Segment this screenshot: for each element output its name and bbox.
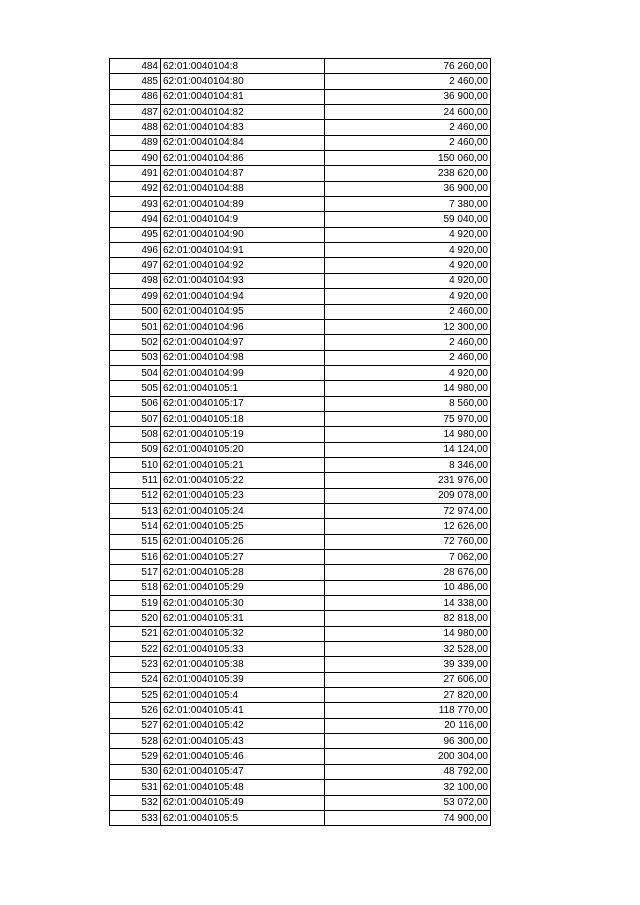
table-row <box>110 596 491 611</box>
table-row <box>110 764 491 779</box>
row-number-cell: 484 <box>110 59 161 74</box>
row-number-cell: 515 <box>110 534 161 549</box>
cadastral-number-cell: 62:01:0040104:87 <box>161 166 325 181</box>
cadastral-number-cell: 62:01:0040105:29 <box>161 580 325 595</box>
amount-cell: 12 626,00 <box>325 519 491 534</box>
cadastral-value-table <box>109 58 491 826</box>
cadastral-number-cell: 62:01:0040105:48 <box>161 780 325 795</box>
row-number-cell: 509 <box>110 442 161 457</box>
cadastral-number-cell: 62:01:0040105:46 <box>161 749 325 764</box>
cadastral-number-cell: 62:01:0040105:41 <box>161 703 325 718</box>
table-row <box>110 105 491 120</box>
row-number-cell: 523 <box>110 657 161 672</box>
cadastral-number-cell: 62:01:0040104:82 <box>161 105 325 120</box>
cadastral-number-cell: 62:01:0040105:22 <box>161 473 325 488</box>
row-number-cell: 492 <box>110 181 161 196</box>
amount-cell: 2 460,00 <box>325 335 491 350</box>
cadastral-number-cell: 62:01:0040105:18 <box>161 411 325 426</box>
amount-cell: 14 980,00 <box>325 626 491 641</box>
cadastral-number-cell: 62:01:0040104:86 <box>161 151 325 166</box>
cadastral-number-cell: 62:01:0040105:17 <box>161 396 325 411</box>
cadastral-number-cell: 62:01:0040105:23 <box>161 488 325 503</box>
amount-cell: 39 339,00 <box>325 657 491 672</box>
row-number-cell: 528 <box>110 734 161 749</box>
table-row <box>110 89 491 104</box>
amount-cell: 8 560,00 <box>325 396 491 411</box>
row-number-cell: 487 <box>110 105 161 120</box>
row-number-cell: 499 <box>110 289 161 304</box>
table-row <box>110 580 491 595</box>
cadastral-number-cell: 62:01:0040104:83 <box>161 120 325 135</box>
table-row <box>110 473 491 488</box>
row-number-cell: 502 <box>110 335 161 350</box>
row-number-cell: 512 <box>110 488 161 503</box>
amount-cell: 14 980,00 <box>325 427 491 442</box>
table-row <box>110 151 491 166</box>
cadastral-number-cell: 62:01:0040104:97 <box>161 335 325 350</box>
row-number-cell: 526 <box>110 703 161 718</box>
row-number-cell: 516 <box>110 550 161 565</box>
table-row <box>110 135 491 150</box>
amount-cell: 82 818,00 <box>325 611 491 626</box>
table-row <box>110 335 491 350</box>
cadastral-number-cell: 62:01:0040104:84 <box>161 135 325 150</box>
row-number-cell: 486 <box>110 89 161 104</box>
table-row <box>110 642 491 657</box>
row-number-cell: 529 <box>110 749 161 764</box>
amount-cell: 4 920,00 <box>325 365 491 380</box>
cadastral-number-cell: 62:01:0040105:30 <box>161 596 325 611</box>
row-number-cell: 501 <box>110 319 161 334</box>
table-row <box>110 289 491 304</box>
row-number-cell: 503 <box>110 350 161 365</box>
row-number-cell: 504 <box>110 365 161 380</box>
amount-cell: 14 980,00 <box>325 381 491 396</box>
row-number-cell: 507 <box>110 411 161 426</box>
cadastral-number-cell: 62:01:0040104:9 <box>161 212 325 227</box>
cadastral-number-cell: 62:01:0040105:33 <box>161 642 325 657</box>
row-number-cell: 488 <box>110 120 161 135</box>
table-row <box>110 565 491 580</box>
row-number-cell: 520 <box>110 611 161 626</box>
table-row <box>110 74 491 89</box>
cadastral-number-cell: 62:01:0040104:80 <box>161 74 325 89</box>
table-row <box>110 227 491 242</box>
table-row <box>110 688 491 703</box>
amount-cell: 32 528,00 <box>325 642 491 657</box>
amount-cell: 4 920,00 <box>325 273 491 288</box>
amount-cell: 53 072,00 <box>325 795 491 810</box>
amount-cell: 2 460,00 <box>325 304 491 319</box>
amount-cell: 36 900,00 <box>325 181 491 196</box>
amount-cell: 4 920,00 <box>325 289 491 304</box>
table-row <box>110 488 491 503</box>
amount-cell: 4 920,00 <box>325 258 491 273</box>
row-number-cell: 532 <box>110 795 161 810</box>
table-row <box>110 212 491 227</box>
cadastral-number-cell: 62:01:0040105:26 <box>161 534 325 549</box>
cadastral-number-cell: 62:01:0040105:47 <box>161 764 325 779</box>
row-number-cell: 519 <box>110 596 161 611</box>
table-row <box>110 550 491 565</box>
amount-cell: 10 486,00 <box>325 580 491 595</box>
cadastral-number-cell: 62:01:0040105:42 <box>161 718 325 733</box>
row-number-cell: 498 <box>110 273 161 288</box>
cadastral-number-cell: 62:01:0040105:20 <box>161 442 325 457</box>
amount-cell: 36 900,00 <box>325 89 491 104</box>
amount-cell: 20 116,00 <box>325 718 491 733</box>
table-row <box>110 411 491 426</box>
table-row <box>110 457 491 472</box>
amount-cell: 238 620,00 <box>325 166 491 181</box>
cadastral-number-cell: 62:01:0040105:4 <box>161 688 325 703</box>
cadastral-number-cell: 62:01:0040104:99 <box>161 365 325 380</box>
amount-cell: 14 338,00 <box>325 596 491 611</box>
row-number-cell: 506 <box>110 396 161 411</box>
row-number-cell: 524 <box>110 672 161 687</box>
row-number-cell: 494 <box>110 212 161 227</box>
row-number-cell: 505 <box>110 381 161 396</box>
table-row <box>110 59 491 74</box>
table-row <box>110 258 491 273</box>
table-row <box>110 611 491 626</box>
table-row <box>110 734 491 749</box>
cadastral-number-cell: 62:01:0040105:39 <box>161 672 325 687</box>
amount-cell: 14 124,00 <box>325 442 491 457</box>
table-row <box>110 365 491 380</box>
amount-cell: 27 820,00 <box>325 688 491 703</box>
table-row <box>110 795 491 810</box>
table-row <box>110 319 491 334</box>
amount-cell: 24 600,00 <box>325 105 491 120</box>
row-number-cell: 489 <box>110 135 161 150</box>
cadastral-number-cell: 62:01:0040104:90 <box>161 227 325 242</box>
amount-cell: 2 460,00 <box>325 350 491 365</box>
table-row <box>110 780 491 795</box>
amount-cell: 96 300,00 <box>325 734 491 749</box>
cadastral-number-cell: 62:01:0040105:31 <box>161 611 325 626</box>
row-number-cell: 491 <box>110 166 161 181</box>
amount-cell: 2 460,00 <box>325 120 491 135</box>
amount-cell: 48 792,00 <box>325 764 491 779</box>
amount-cell: 72 760,00 <box>325 534 491 549</box>
cadastral-number-cell: 62:01:0040105:28 <box>161 565 325 580</box>
table-row <box>110 672 491 687</box>
table-row <box>110 396 491 411</box>
amount-cell: 4 920,00 <box>325 227 491 242</box>
table-row <box>110 442 491 457</box>
cadastral-number-cell: 62:01:0040105:43 <box>161 734 325 749</box>
row-number-cell: 521 <box>110 626 161 641</box>
row-number-cell: 522 <box>110 642 161 657</box>
cadastral-number-cell: 62:01:0040104:94 <box>161 289 325 304</box>
table-row <box>110 749 491 764</box>
table-row <box>110 350 491 365</box>
cadastral-number-cell: 62:01:0040105:38 <box>161 657 325 672</box>
amount-cell: 150 060,00 <box>325 151 491 166</box>
table-row <box>110 519 491 534</box>
cadastral-number-cell: 62:01:0040104:8 <box>161 59 325 74</box>
table-body <box>110 59 491 826</box>
table-row <box>110 703 491 718</box>
cadastral-number-cell: 62:01:0040105:25 <box>161 519 325 534</box>
row-number-cell: 496 <box>110 243 161 258</box>
amount-cell: 231 976,00 <box>325 473 491 488</box>
row-number-cell: 518 <box>110 580 161 595</box>
table-row <box>110 273 491 288</box>
amount-cell: 209 078,00 <box>325 488 491 503</box>
amount-cell: 59 040,00 <box>325 212 491 227</box>
row-number-cell: 514 <box>110 519 161 534</box>
amount-cell: 7 380,00 <box>325 197 491 212</box>
cadastral-number-cell: 62:01:0040105:21 <box>161 457 325 472</box>
row-number-cell: 527 <box>110 718 161 733</box>
table-row <box>110 120 491 135</box>
table-row <box>110 197 491 212</box>
cadastral-number-cell: 62:01:0040104:89 <box>161 197 325 212</box>
row-number-cell: 493 <box>110 197 161 212</box>
cadastral-number-cell: 62:01:0040105:49 <box>161 795 325 810</box>
cadastral-number-cell: 62:01:0040104:98 <box>161 350 325 365</box>
table-row <box>110 718 491 733</box>
amount-cell: 118 770,00 <box>325 703 491 718</box>
table-row <box>110 427 491 442</box>
amount-cell: 200 304,00 <box>325 749 491 764</box>
table-row <box>110 810 491 825</box>
table-row <box>110 503 491 518</box>
cadastral-number-cell: 62:01:0040105:27 <box>161 550 325 565</box>
table-row <box>110 381 491 396</box>
row-number-cell: 490 <box>110 151 161 166</box>
row-number-cell: 510 <box>110 457 161 472</box>
cadastral-number-cell: 62:01:0040105:5 <box>161 810 325 825</box>
amount-cell: 76 260,00 <box>325 59 491 74</box>
cadastral-number-cell: 62:01:0040104:91 <box>161 243 325 258</box>
amount-cell: 2 460,00 <box>325 135 491 150</box>
row-number-cell: 497 <box>110 258 161 273</box>
table-row <box>110 626 491 641</box>
amount-cell: 72 974,00 <box>325 503 491 518</box>
row-number-cell: 495 <box>110 227 161 242</box>
cadastral-number-cell: 62:01:0040104:93 <box>161 273 325 288</box>
amount-cell: 32 100,00 <box>325 780 491 795</box>
cadastral-number-cell: 62:01:0040104:81 <box>161 89 325 104</box>
table-row <box>110 657 491 672</box>
amount-cell: 74 900,00 <box>325 810 491 825</box>
row-number-cell: 508 <box>110 427 161 442</box>
row-number-cell: 517 <box>110 565 161 580</box>
row-number-cell: 485 <box>110 74 161 89</box>
row-number-cell: 513 <box>110 503 161 518</box>
cadastral-number-cell: 62:01:0040104:95 <box>161 304 325 319</box>
row-number-cell: 533 <box>110 810 161 825</box>
amount-cell: 2 460,00 <box>325 74 491 89</box>
table-row <box>110 304 491 319</box>
cadastral-number-cell: 62:01:0040105:32 <box>161 626 325 641</box>
amount-cell: 8 346,00 <box>325 457 491 472</box>
cadastral-number-cell: 62:01:0040104:92 <box>161 258 325 273</box>
amount-cell: 12 300,00 <box>325 319 491 334</box>
amount-cell: 4 920,00 <box>325 243 491 258</box>
row-number-cell: 525 <box>110 688 161 703</box>
row-number-cell: 531 <box>110 780 161 795</box>
cadastral-number-cell: 62:01:0040105:19 <box>161 427 325 442</box>
table-row <box>110 534 491 549</box>
table-row <box>110 181 491 196</box>
cadastral-number-cell: 62:01:0040105:24 <box>161 503 325 518</box>
amount-cell: 28 676,00 <box>325 565 491 580</box>
table-row <box>110 166 491 181</box>
cadastral-number-cell: 62:01:0040104:88 <box>161 181 325 196</box>
amount-cell: 27 606,00 <box>325 672 491 687</box>
cadastral-number-cell: 62:01:0040104:96 <box>161 319 325 334</box>
table-row <box>110 243 491 258</box>
row-number-cell: 530 <box>110 764 161 779</box>
cadastral-number-cell: 62:01:0040105:1 <box>161 381 325 396</box>
amount-cell: 75 970,00 <box>325 411 491 426</box>
row-number-cell: 500 <box>110 304 161 319</box>
amount-cell: 7 062,00 <box>325 550 491 565</box>
row-number-cell: 511 <box>110 473 161 488</box>
